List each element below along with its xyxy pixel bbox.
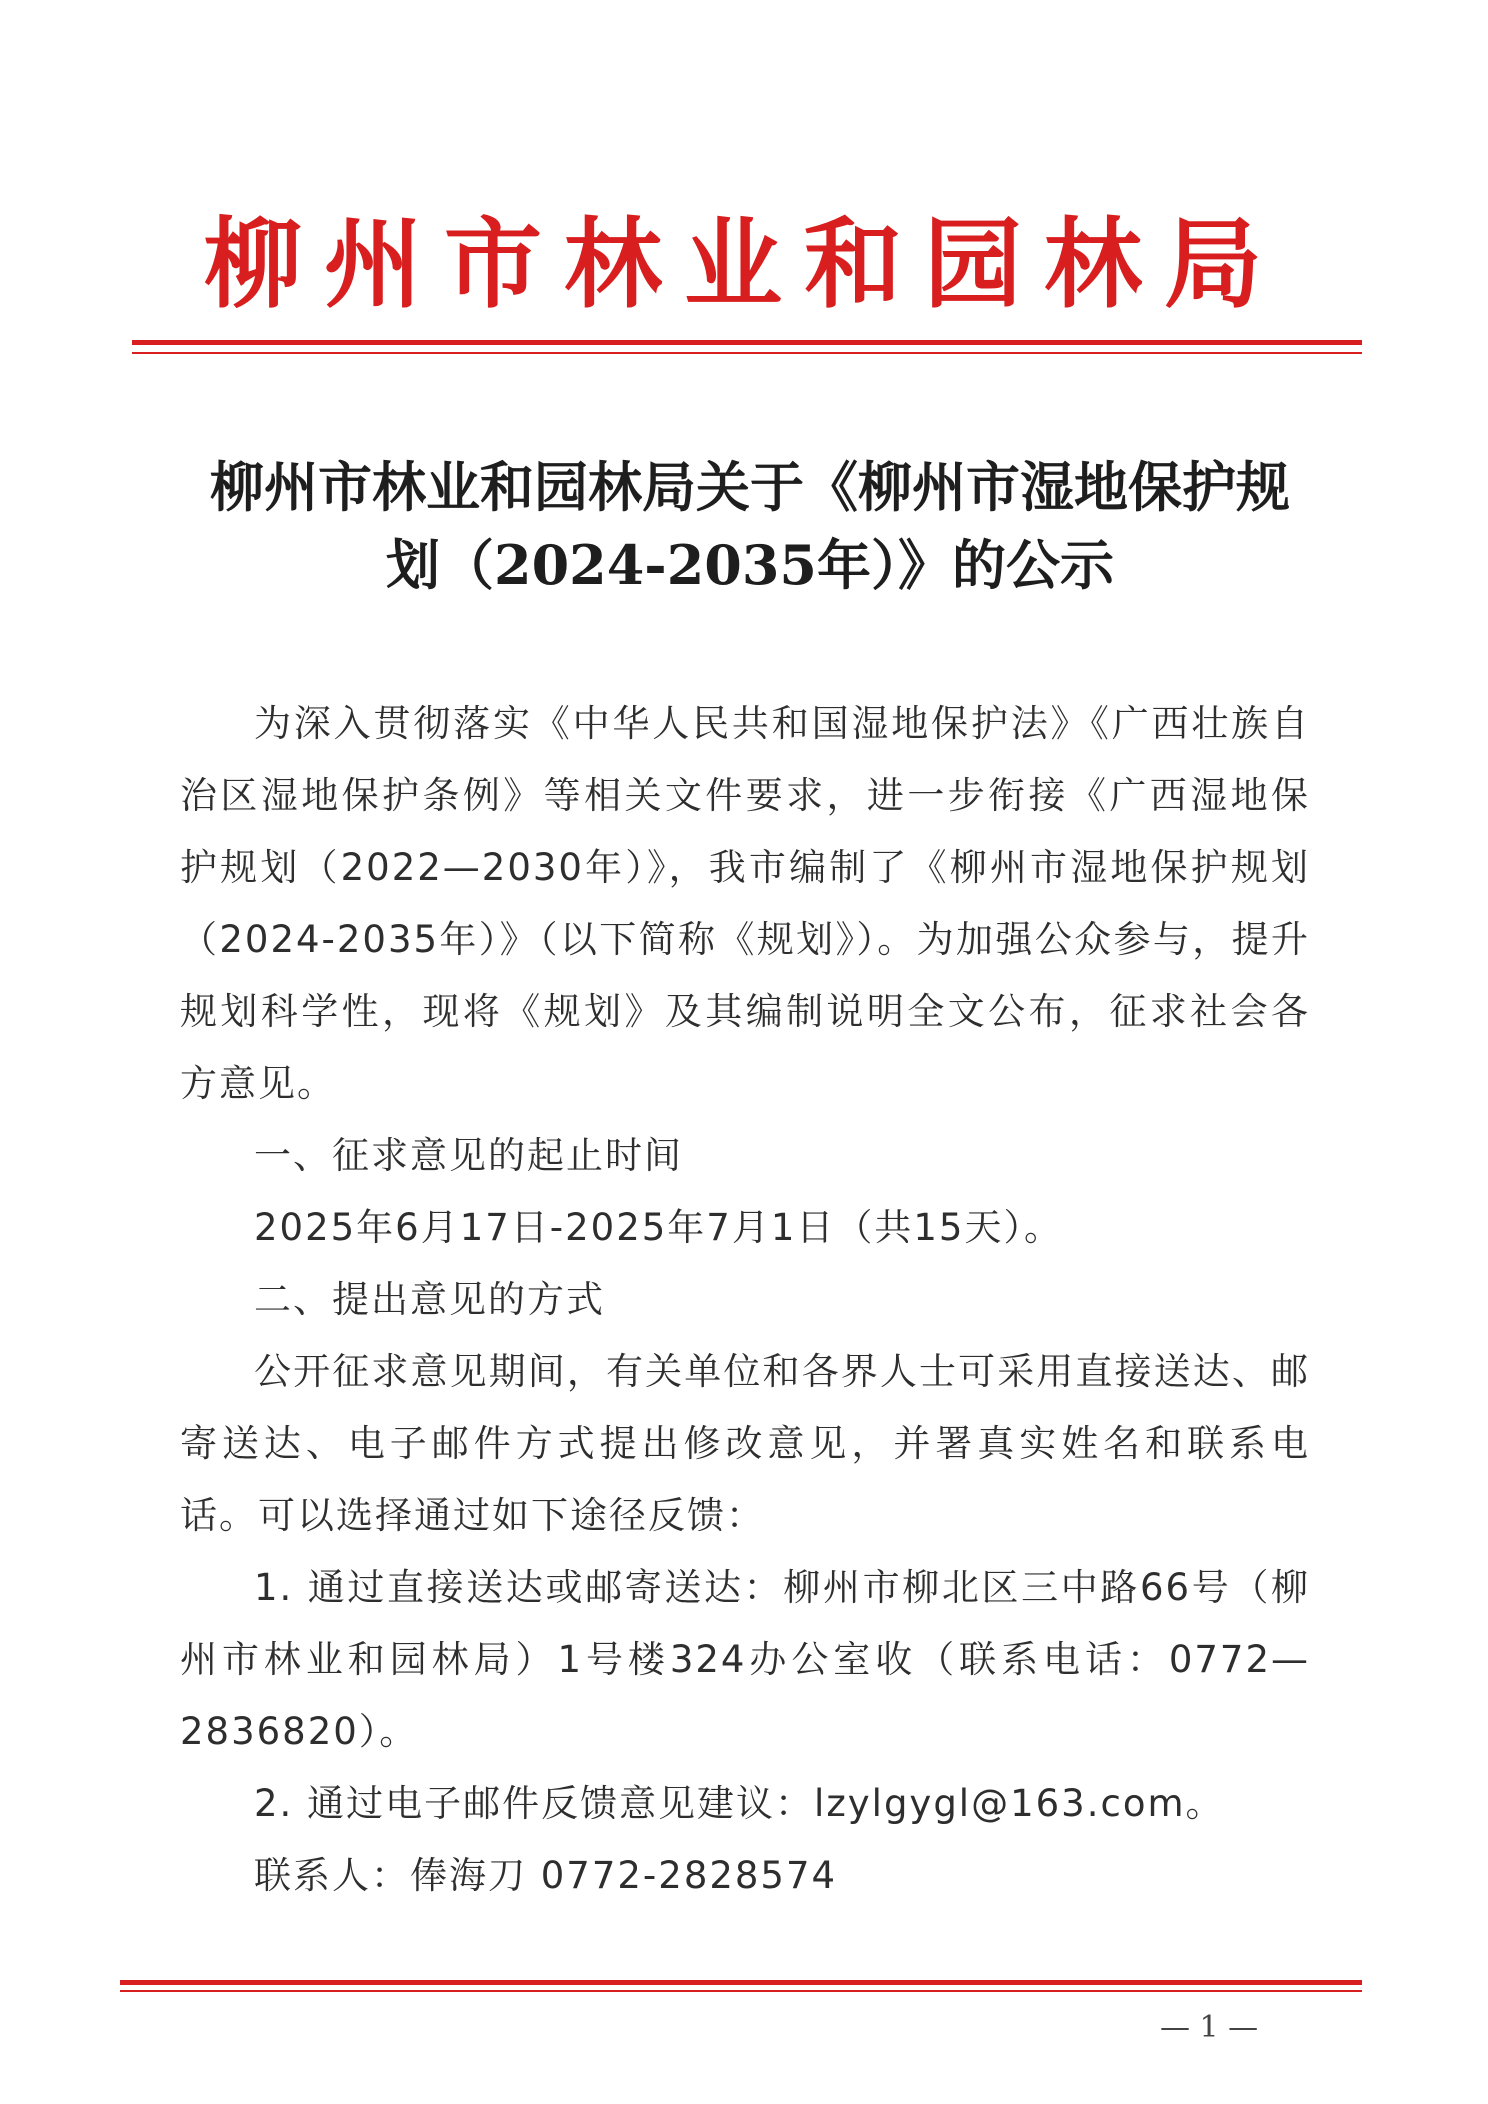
title-line-2: 划（2024-2035年）》的公示	[386, 533, 1114, 597]
section-2-text: 公开征求意见期间，有关单位和各界人士可采用直接送达、邮寄送达、电子邮件方式提出修改意见，并署真实姓名和联系电话。可以选择通过如下途径反馈：	[180, 1350, 1310, 1537]
footer-divider	[120, 1980, 1362, 1985]
section-2-heading: 二、提出意见的方式	[254, 1278, 605, 1321]
document-title	[190, 448, 1310, 604]
intro-paragraph: 为深入贯彻落实《中华人民共和国湿地保护法》《广西壮族自治区湿地保护条例》等相关文件要求，进一步衔接《广西湿地保护规划（2022—2030年）》，我市编制了《柳州市湿地保护规划（2024-2035年）》（以下简称《规划》）。为加强公众参与，提升规划科学性，现将《规划》及其编制说明全文公布，征求社会各方意见。	[180, 702, 1310, 1105]
section-1-text: 2025年6月17日-2025年7月1日（共15天）。	[254, 1206, 1063, 1249]
feedback-item-2: 2. 通过电子邮件反馈意见建议：lzylgygl@163.com。	[254, 1782, 1225, 1825]
document-body	[180, 688, 1310, 1912]
contact-line: 联系人：俸海刀 0772-2828574	[254, 1854, 838, 1897]
section-1-heading: 一、征求意见的起止时间	[254, 1134, 683, 1177]
masthead-title: 柳州市林业和园林局	[203, 207, 1284, 322]
masthead-divider-thin	[132, 352, 1362, 354]
feedback-item-1: 1. 通过直接送达或邮寄送达：柳州市柳北区三中路66号（柳州市林业和园林局）1号楼324办公室收（联系电话：0772—2836820）。	[180, 1566, 1310, 1753]
title-line-1: 柳州市林业和园林局关于《柳州市湿地保护规	[210, 455, 1290, 519]
masthead-divider	[132, 340, 1362, 345]
page-number: — 1 —	[1160, 2010, 1259, 2045]
footer-divider-thin	[120, 1990, 1362, 1992]
